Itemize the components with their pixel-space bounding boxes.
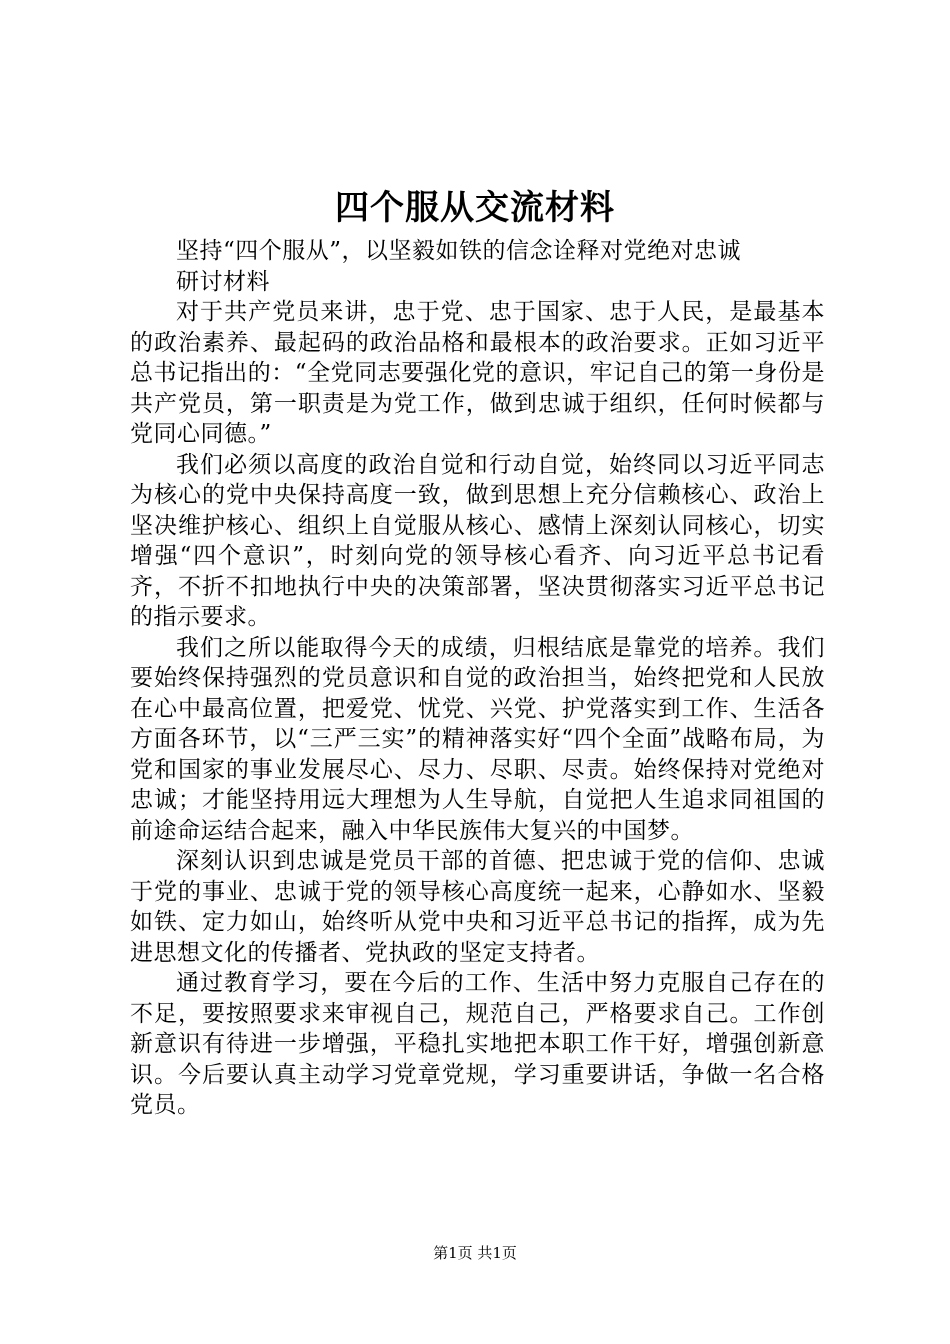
subtitle-line-2: 研讨材料 [176, 268, 270, 295]
paragraph-5: 通过教育学习，要在今后的工作、生活中努力克服自己存在的不足，要按照要求来审视自己，规范自己，严格要求自己。工作创新意识有待进一步增强，平稳扎实地把本职工作干好，增强创新意识。今后要认真主动学习党章党规，学习重要讲话，争做一名合格党员。 [130, 970, 825, 1118]
paragraph-3: 我们之所以能取得今天的成绩，归根结底是靠党的培养。我们要始终保持强烈的党员意识和自觉的政治担当，始终把党和人民放在心中最高位置，把爱党、忧党、兴党、护党落实到工作、生活各方面各环节，以“三严三实”的精神落实好“四个全面”战略布局，为党和国家的事业发展尽心、尽力、尽职、尽责。始终保持对党绝对忠诚；才能坚持用远大理想为人生导航，自觉把人生追求同祖国的前途命运结合起来，融入中华民族伟大复兴的中国梦。 [130, 634, 825, 844]
paragraph-1: 对于共产党员来讲，忠于党、忠于国家、忠于人民，是最基本的政治素养、最起码的政治品格和最根本的政治要求。正如习近平总书记指出的：“全党同志要强化党的意识，牢记自己的第一身份是共产党员，第一职责是为党工作，做到忠诚于组织，任何时候都与党同心同德。” [130, 299, 825, 447]
paragraph-4: 深刻认识到忠诚是党员干部的首德、把忠诚于党的信仰、忠诚于党的事业、忠诚于党的领导核心高度统一起来，心静如水、坚毅如铁、定力如山，始终听从党中央和习近平总书记的指挥，成为先进思想文化的传播者、党执政的坚定支持者。 [130, 848, 825, 966]
paragraph-2: 我们必须以高度的政治自觉和行动自觉，始终同以习近平同志为核心的党中央保持高度一致，做到思想上充分信赖核心、政治上坚决维护核心、组织上自觉服从核心、感情上深刻认同核心，切实增强“四个意识”，时刻向党的领导核心看齐、向习近平总书记看齐，不折不扣地执行中央的决策部署，坚决贯彻落实习近平总书记的指示要求。 [130, 451, 825, 630]
subtitle-line-1: 坚持“四个服从”，以坚毅如铁的信念诠释对党绝对忠诚 [176, 238, 742, 264]
document-body [130, 236, 825, 1121]
document-title: 四个服从交流材料 [335, 188, 615, 228]
page-footer: 第1页 共1页 [433, 1244, 517, 1262]
